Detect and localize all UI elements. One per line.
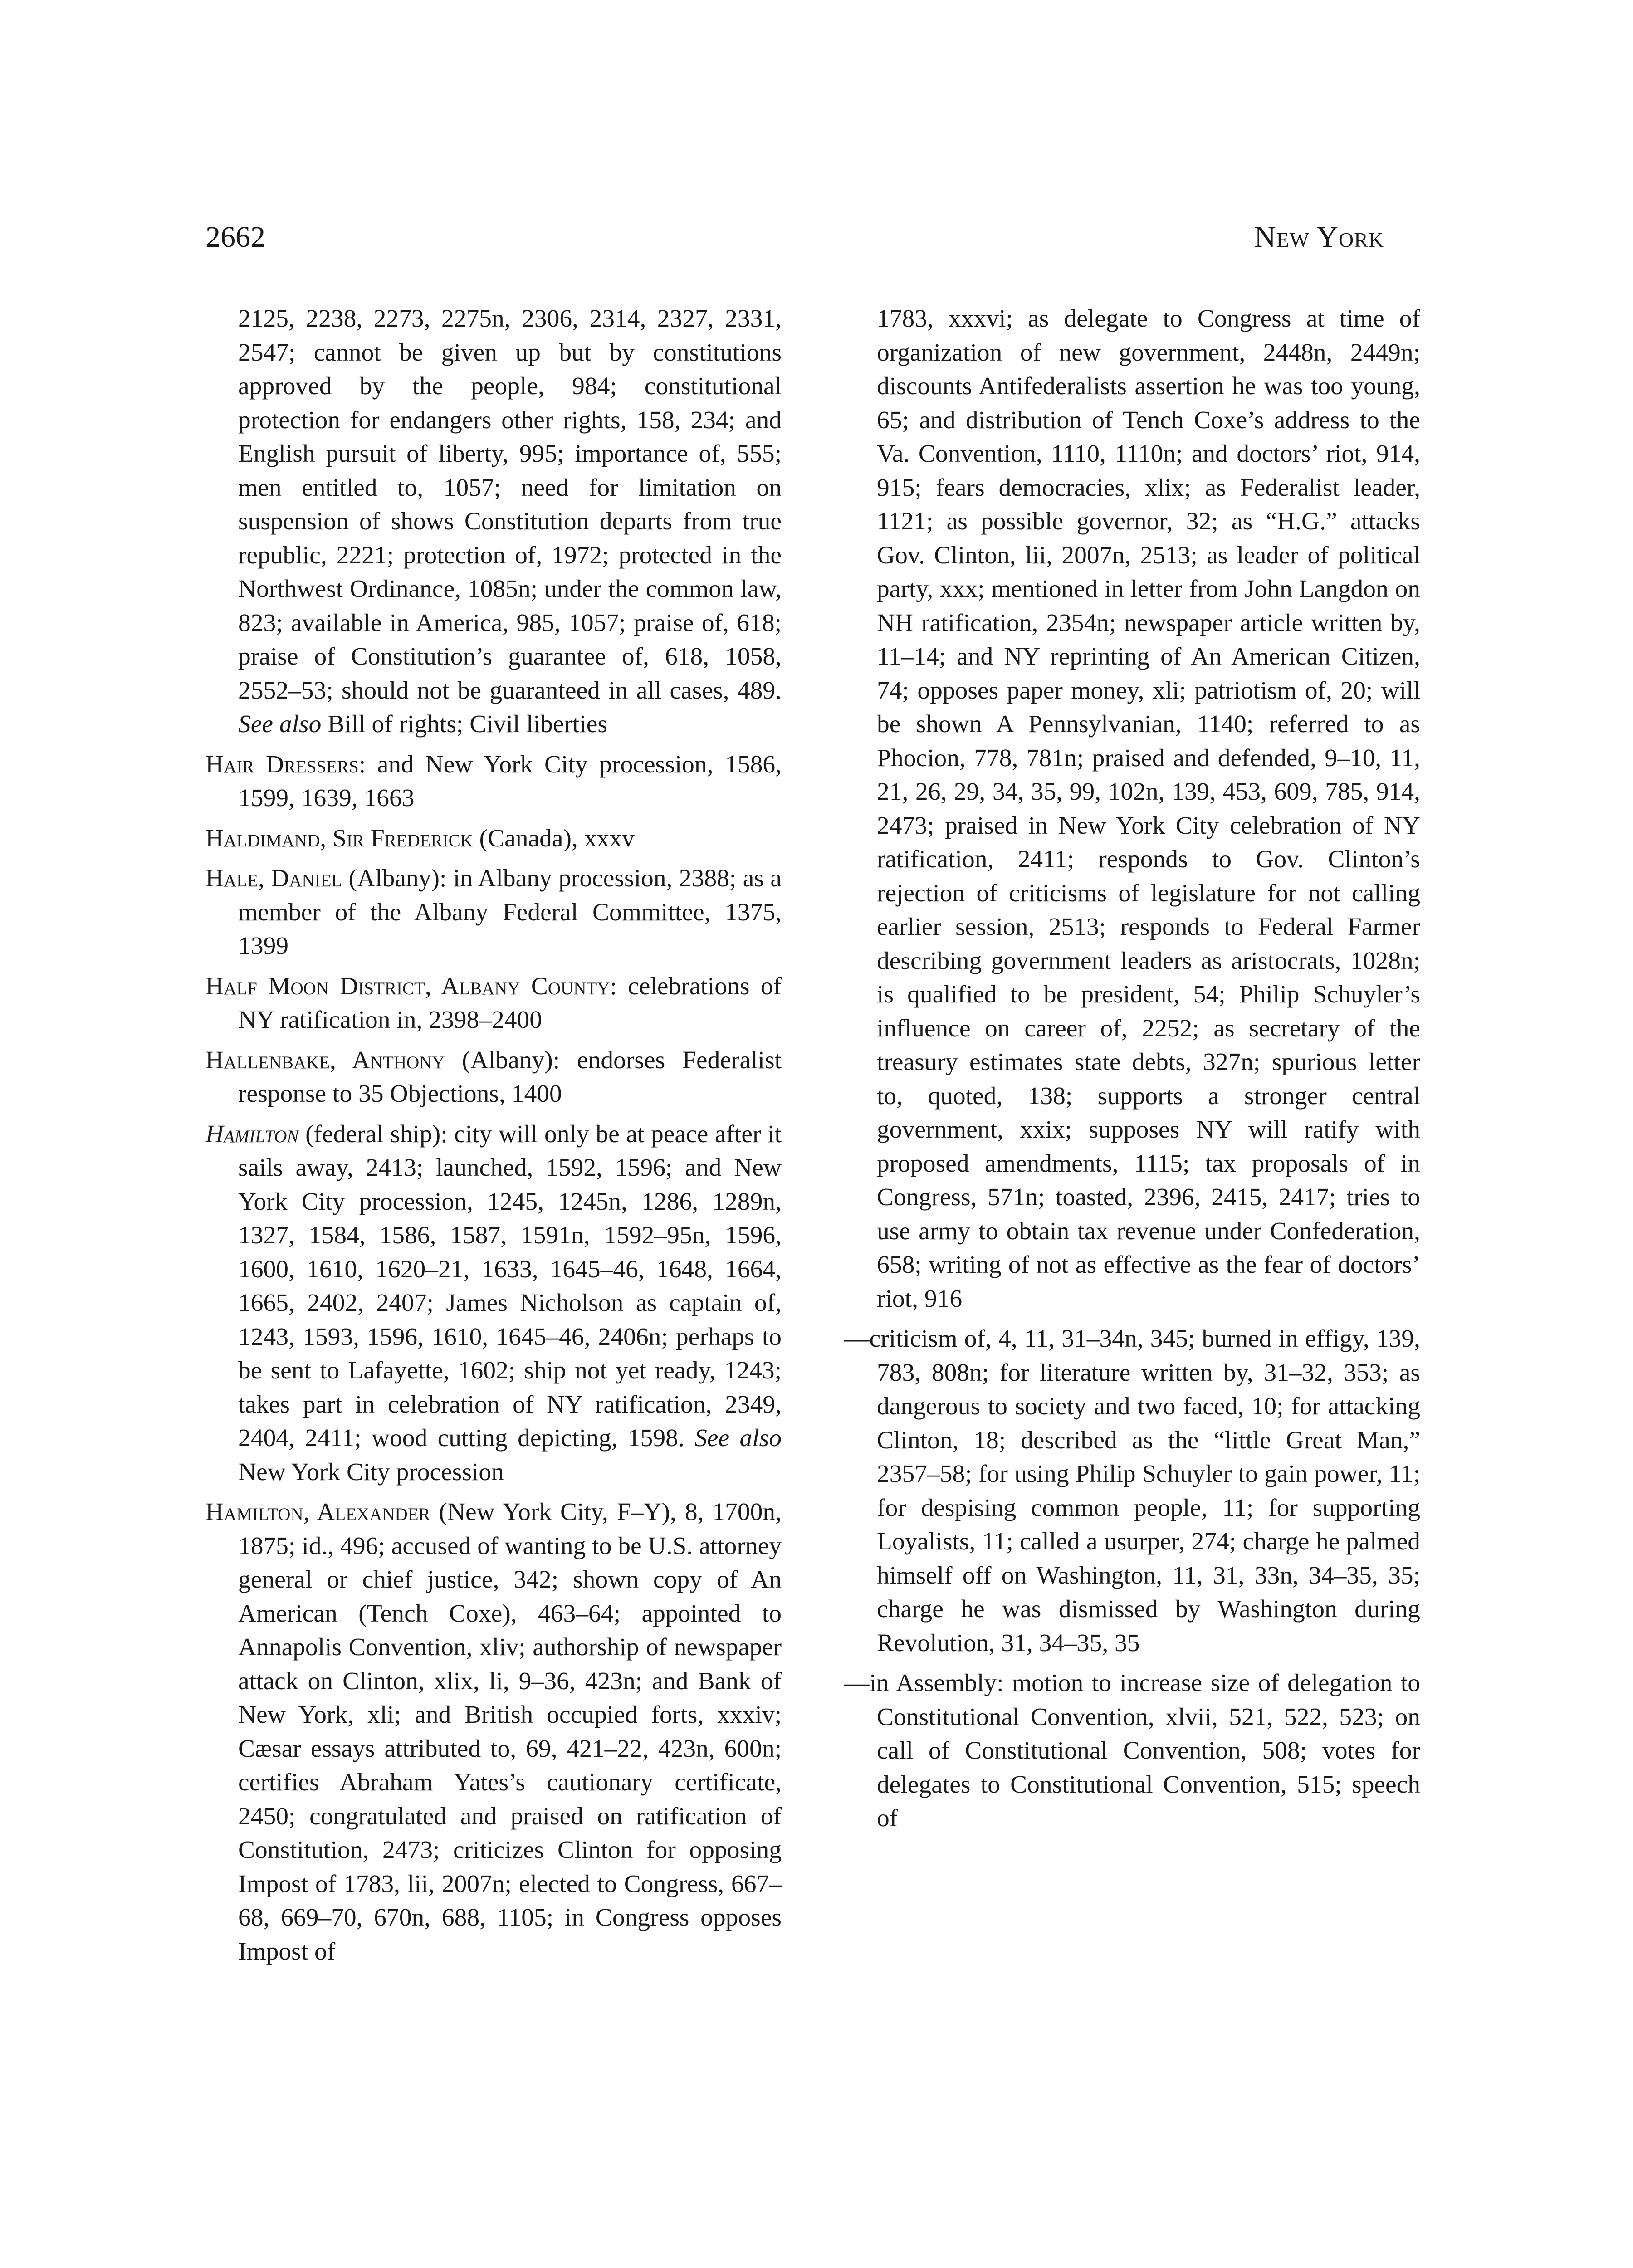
index-entry-continuation — [205, 302, 782, 742]
entry-headword: Haldimand, Sir Frederick — [205, 824, 473, 852]
entry-text: —criticism of, 4, 11, 31–34n, 345; burned in effigy, 139, 783, 808n; for literature written by, 31–32, 353; as dangerous to society and two faced, 10; for attacking Clinton, 18; described as the “little Great Man,” 2357–58; for using Philip Schuyler to gain power, 11; for despising common people, 11; for supporting Loyalists, 11; called a usurper, 274; charge he palmed himself off on Washington, 11, 31, 33n, 34–35, 35; charge he was dismissed by Washington during Revolution, 31, 34–35, 35 — [844, 1325, 1420, 1657]
index-subentry-assembly — [844, 1667, 1420, 1836]
index-subentry-criticism — [844, 1322, 1420, 1660]
index-entry-hamilton-ship — [205, 1118, 782, 1490]
entry-text: 2125, 2238, 2273, 2275n, 2306, 2314, 2327, 2331, 2547; cannot be given up but by constitutions approved by the people, 984; constitutional protection for endangers other rights, 158, 234; and English pursuit of liberty, 995; importance of, 555; men entitled to, 1057; need for limitation on suspension of shows Constitution departs from true republic, 2221; protection of, 1972; protected in the Northwest Ordinance, 1085n; under the common law, 823; available in America, 985, 1057; praise of, 618; praise of Constitution’s guarantee of, 618, 1058, 2552–53; should not be guaranteed in all cases, 489. — [238, 305, 782, 704]
entry-text: 1783, xxxvi; as delegate to Congress at time of organization of new government, 2448n, 2449n; discounts Antifederalists assertion he was too young, 65; and distribution of Tench Coxe’s address to the Va. Convention, 1110, 1110n; and doctors’ riot, 914, 915; fears democracies, xlix; as Federalist leader, 1121; as possible governor, 32; as “H.G.” attacks Gov. Clinton, lii, 2007n, 2513; as leader of political party, xxx; mentioned in letter from John Langdon on NH ratification, 2354n; newspaper article written by, 11–14; and NY reprinting of An American Citizen, 74; opposes paper money, xli; patriotism of, 20; will be shown A Pennsylvanian, 1140; referred to as Phocion, 778, 781n; praised and defended, 9–10, 11, 21, 26, 29, 34, 35, 99, 102n, 139, 453, 609, 785, 914, 2473; praised in New York City celebration of NY ratification, 2411; responds to Gov. Clinton’s rejection of criticisms of legislature for not calling earlier session, 2513; responds to Federal Farmer describing government leaders as aristocrats, 1028n; is qualified to be president, 54; Philip Schuyler’s influence on career of, 2252; as secretary of the treasury estimates state debts, 327n; spurious letter to, quoted, 138; supports a stronger central government, xxix; supposes NY will ratify with proposed amendments, 1115; tax proposals of in Congress, 571n; toasted, 2396, 2415, 2417; tries to use army to obtain tax revenue under Confederation, 658; writing of not as effective as the fear of doctors’ riot, 916 — [877, 305, 1420, 1313]
index-entry-hallenbake — [205, 1044, 782, 1111]
index-entry-hale — [205, 862, 782, 963]
entry-text: —in Assembly: motion to increase size of delegation to Constitutional Convention, xlvii, 521, 522, 523; on call of Constitutional Convention, 508; votes for delegates to Constitutional Convention, 515; speech of — [844, 1669, 1420, 1832]
entry-text: (Albany): endorses Federalist response to 35 Objections, 1400 — [238, 1046, 782, 1108]
index-entry-hamilton-alexander — [205, 1496, 782, 1969]
see-also-text: New York City procession — [238, 1458, 504, 1486]
see-also-label: See also — [238, 710, 322, 738]
index-entry-haldimand — [205, 822, 782, 856]
see-also-text: Bill of rights; Civil liberties — [321, 710, 607, 738]
entry-headword: Hallenbake, Anthony — [205, 1046, 445, 1074]
entry-text: (Albany): in Albany procession, 2388; as a member of the Albany Federal Committee, 1375, 1399 — [238, 865, 782, 960]
entry-headword: Hale, Daniel — [205, 865, 342, 892]
entry-text: and New York City procession, 1586, 1599, 1639, 1663 — [238, 750, 782, 812]
entry-text: (New York City, F–Y), 8, 1700n, 1875; id., 496; accused of wanting to be U.S. attorney general or chief justice, 342; shown copy of An American (Tench Coxe), 463–64; appointed to Annapolis Convention, xliv; authorship of newspaper attack on Clinton, xlix, li, 9–36, 423n; and Bank of New York, xli; and British occupied forts, xxxiv; Cæsar essays attributed to, 69, 421–22, 423n, 600n; certifies Abraham Yates’s cautionary certificate, 2450; congratulated and praised on ratification of Constitution, 2473; criticizes Clinton for opposing Impost of 1783, lii, 2007n; elected to Congress, 667–68, 669–70, 670n, 688, 1105; in Congress opposes Impost of — [238, 1498, 782, 1965]
index-entry-continuation — [844, 302, 1420, 1316]
running-head: New York — [1254, 220, 1384, 254]
entry-headword: Hair Dressers: — [205, 750, 366, 778]
entry-headword: Hamilton, Alexander — [205, 1498, 430, 1526]
page-header — [205, 217, 1384, 258]
entry-headword: Hamilton — [205, 1120, 299, 1148]
page-number: 2662 — [205, 220, 265, 254]
entry-headword: Half Moon District, Albany County: — [205, 972, 617, 1000]
entry-text: (Canada), xxxv — [473, 824, 635, 852]
index-entry-half-moon — [205, 970, 782, 1037]
entry-text: (federal ship): city will only be at peace after it sails away, 2413; launched, 1592, 1596; and New York City procession, 1245, 1245n, 1286, 1289n, 1327, 1584, 1586, 1587, 1591n, 1592–95n, 1596, 1600, 1610, 1620–21, 1633, 1645–46, 1648, 1664, 1665, 2402, 2407; James Nicholson as captain of, 1243, 1593, 1596, 1610, 1645–46, 2406n; perhaps to be sent to Lafayette, 1602; ship not yet ready, 1243; takes part in celebration of NY ratification, 2349, 2404, 2411; wood cutting depicting, 1598. — [238, 1120, 782, 1452]
left-column — [205, 302, 782, 1975]
entry-text: celebrations of NY ratification in, 2398–2400 — [238, 972, 782, 1034]
index-entry-hair-dressers — [205, 748, 782, 816]
see-also-label: See also — [694, 1424, 782, 1452]
right-column — [844, 302, 1420, 1842]
